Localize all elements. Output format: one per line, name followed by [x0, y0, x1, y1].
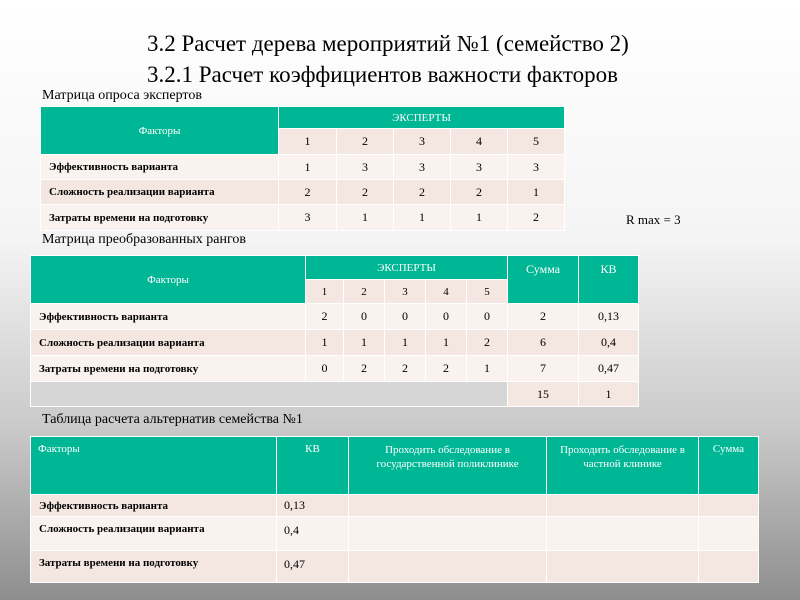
experts-header: ЭКСПЕРТЫ	[306, 256, 508, 280]
kv-cell: 0,4	[277, 517, 349, 551]
table-cell: 3	[394, 155, 451, 180]
empty-cell	[699, 517, 759, 551]
factor-label: Затраты времени на подготовку	[31, 551, 277, 583]
sum-cell: 7	[508, 356, 579, 382]
table-cell: 3	[451, 155, 508, 180]
table3-caption: Таблица расчета альтернатив семейства №1	[42, 412, 303, 427]
table-row	[31, 304, 639, 330]
expert-number: 5	[508, 129, 565, 155]
table-cell: 1	[306, 330, 344, 356]
table-cell: 2	[344, 356, 385, 382]
expert-number: 3	[385, 280, 426, 304]
alternatives-table	[30, 436, 759, 583]
expert-number: 2	[344, 280, 385, 304]
empty-cell	[349, 517, 547, 551]
table-cell: 3	[337, 155, 394, 180]
expert-number: 4	[426, 280, 467, 304]
expert-number: 3	[394, 129, 451, 155]
total-kv-cell: 1	[579, 382, 639, 407]
empty-cell	[547, 495, 699, 517]
table-row	[31, 356, 639, 382]
table-cell: 2	[426, 356, 467, 382]
table-cell: 3	[508, 155, 565, 180]
table-row	[31, 517, 759, 551]
table-row	[31, 495, 759, 517]
table-cell: 2	[385, 356, 426, 382]
table-cell: 2	[337, 180, 394, 205]
factor-label: Сложность реализации варианта	[41, 180, 279, 205]
table-cell: 1	[426, 330, 467, 356]
sum-header: Сумма	[508, 256, 579, 304]
factor-label: Эффективность варианта	[31, 304, 306, 330]
kv-cell: 0,47	[579, 356, 639, 382]
factors-header: Факторы	[31, 256, 306, 304]
table-cell: 1	[394, 205, 451, 231]
empty-cell	[349, 551, 547, 583]
table-cell: 1	[467, 356, 508, 382]
sum-cell: 2	[508, 304, 579, 330]
table-cell: 2	[306, 304, 344, 330]
transformed-ranks-matrix	[30, 255, 639, 407]
table-cell: 2	[508, 205, 565, 231]
table-cell: 0	[344, 304, 385, 330]
factor-label: Затраты времени на подготовку	[41, 205, 279, 231]
table-row	[41, 180, 565, 205]
r-max-label: R max = 3	[626, 212, 681, 227]
table-cell: 1	[279, 155, 337, 180]
totals-row	[31, 382, 639, 407]
table-cell: 2	[451, 180, 508, 205]
empty-cell	[547, 517, 699, 551]
empty-cell	[31, 382, 508, 407]
experts-header: ЭКСПЕРТЫ	[279, 107, 565, 129]
kv-cell: 0,47	[277, 551, 349, 583]
table-cell: 1	[508, 180, 565, 205]
table2-caption: Матрица преобразованных рангов	[42, 232, 247, 247]
table-row	[41, 205, 565, 231]
factor-label: Эффективность варианта	[31, 495, 277, 517]
table-cell: 2	[467, 330, 508, 356]
page-title: 3.2 Расчет дерева мероприятий №1 (семейство 2)	[147, 31, 629, 56]
expert-number: 2	[337, 129, 394, 155]
expert-survey-matrix	[40, 106, 565, 231]
kv-cell: 0,13	[579, 304, 639, 330]
page-subtitle: 3.2.1 Расчет коэффициентов важности факторов	[147, 62, 619, 87]
table-row	[41, 155, 565, 180]
alternative-1-header: Проходить обследование в государственной поликлинике	[349, 437, 547, 495]
table-row	[31, 330, 639, 356]
empty-cell	[699, 551, 759, 583]
empty-cell	[699, 495, 759, 517]
table-cell: 3	[279, 205, 337, 231]
expert-number: 1	[306, 280, 344, 304]
expert-number: 4	[451, 129, 508, 155]
table-cell: 1	[344, 330, 385, 356]
factors-header: Факторы	[41, 107, 279, 155]
table-cell: 1	[451, 205, 508, 231]
table-cell: 1	[385, 330, 426, 356]
kv-header: КВ	[579, 256, 639, 304]
table-row	[31, 551, 759, 583]
expert-number: 5	[467, 280, 508, 304]
sum-header: Сумма	[699, 437, 759, 495]
total-sum-cell: 15	[508, 382, 579, 407]
kv-header: КВ	[277, 437, 349, 495]
empty-cell	[349, 495, 547, 517]
table-cell: 2	[394, 180, 451, 205]
table-cell: 0	[467, 304, 508, 330]
table-cell: 2	[279, 180, 337, 205]
table1-caption: Матрица опроса экспертов	[42, 88, 202, 103]
table-cell: 1	[337, 205, 394, 231]
kv-cell: 0,13	[277, 495, 349, 517]
factor-label: Сложность реализации варианта	[31, 517, 277, 551]
factor-label: Сложность реализации варианта	[31, 330, 306, 356]
factors-header: Факторы	[31, 437, 277, 495]
sum-cell: 6	[508, 330, 579, 356]
expert-number: 1	[279, 129, 337, 155]
factor-label: Затраты времени на подготовку	[31, 356, 306, 382]
table-cell: 0	[385, 304, 426, 330]
table-cell: 0	[306, 356, 344, 382]
alternative-2-header: Проходить обследование в частной клинике	[547, 437, 699, 495]
table-cell: 0	[426, 304, 467, 330]
kv-cell: 0,4	[579, 330, 639, 356]
factor-label: Эффективность варианта	[41, 155, 279, 180]
empty-cell	[547, 551, 699, 583]
